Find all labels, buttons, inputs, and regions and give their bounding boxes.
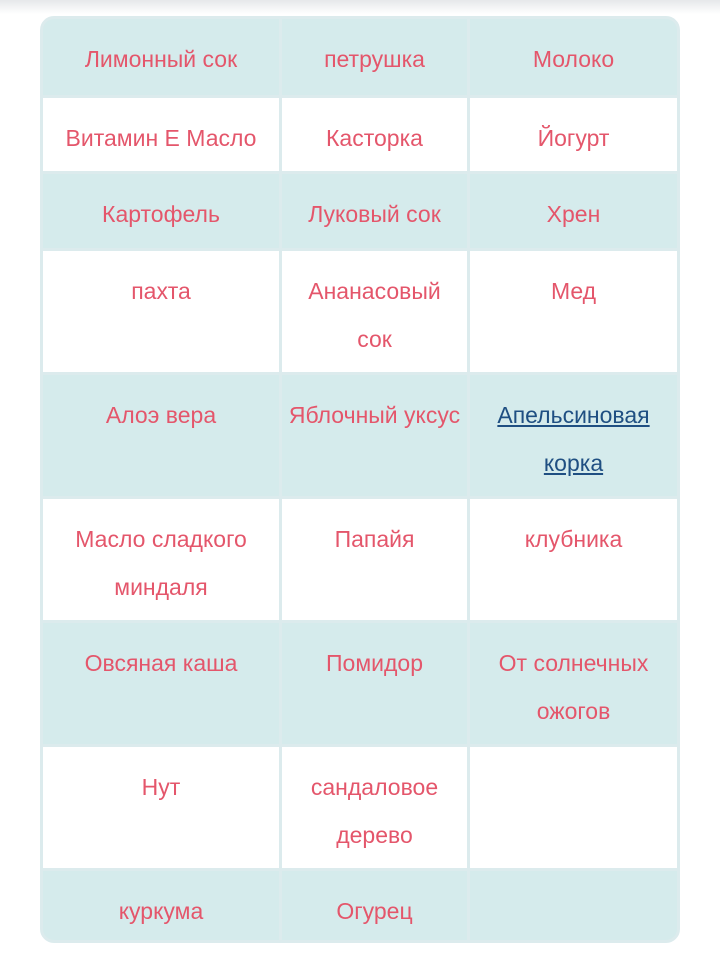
- table-cell: Папайя: [282, 499, 470, 623]
- table-cell: куркума: [43, 871, 282, 940]
- table-cell: сандаловое дерево: [282, 747, 470, 871]
- table-cell: Овсяная каша: [43, 623, 282, 747]
- table-cell: Йогурт: [470, 98, 677, 174]
- table-cell: пахта: [43, 251, 282, 375]
- table-cell: Лимонный сок: [43, 19, 282, 98]
- table-row: [43, 375, 677, 499]
- table-cell: От солнечных ожогов: [470, 623, 677, 747]
- table-cell: Масло сладкого миндаля: [43, 499, 282, 623]
- table-cell: Луковый сок: [282, 174, 470, 251]
- table-cell: [470, 871, 677, 940]
- table-row: [43, 499, 677, 623]
- table-cell: Алоэ вера: [43, 375, 282, 499]
- table-cell: Хрен: [470, 174, 677, 251]
- table-row: [43, 871, 677, 940]
- table-cell: Помидор: [282, 623, 470, 747]
- table-cell: Нут: [43, 747, 282, 871]
- table-row: [43, 174, 677, 251]
- top-shadow: [0, 0, 720, 14]
- orange-peel-link[interactable]: Апельсиновая корка: [497, 402, 650, 476]
- table-cell: [470, 747, 677, 871]
- ingredients-table: [40, 16, 680, 943]
- table-cell: Касторка: [282, 98, 470, 174]
- table-cell: [470, 375, 677, 499]
- table-row: [43, 623, 677, 747]
- table-cell: Мед: [470, 251, 677, 375]
- table-row: [43, 747, 677, 871]
- table-cell: клубника: [470, 499, 677, 623]
- table-cell: Огурец: [282, 871, 470, 940]
- table-cell: Ананасовый сок: [282, 251, 470, 375]
- table-row: [43, 251, 677, 375]
- table-cell: Яблочный уксус: [282, 375, 470, 499]
- table-cell: Картофель: [43, 174, 282, 251]
- table-cell: петрушка: [282, 19, 470, 98]
- table-cell: Витамин Е Масло: [43, 98, 282, 174]
- table-cell: Молоко: [470, 19, 677, 98]
- table-row: [43, 19, 677, 98]
- table-row: [43, 98, 677, 174]
